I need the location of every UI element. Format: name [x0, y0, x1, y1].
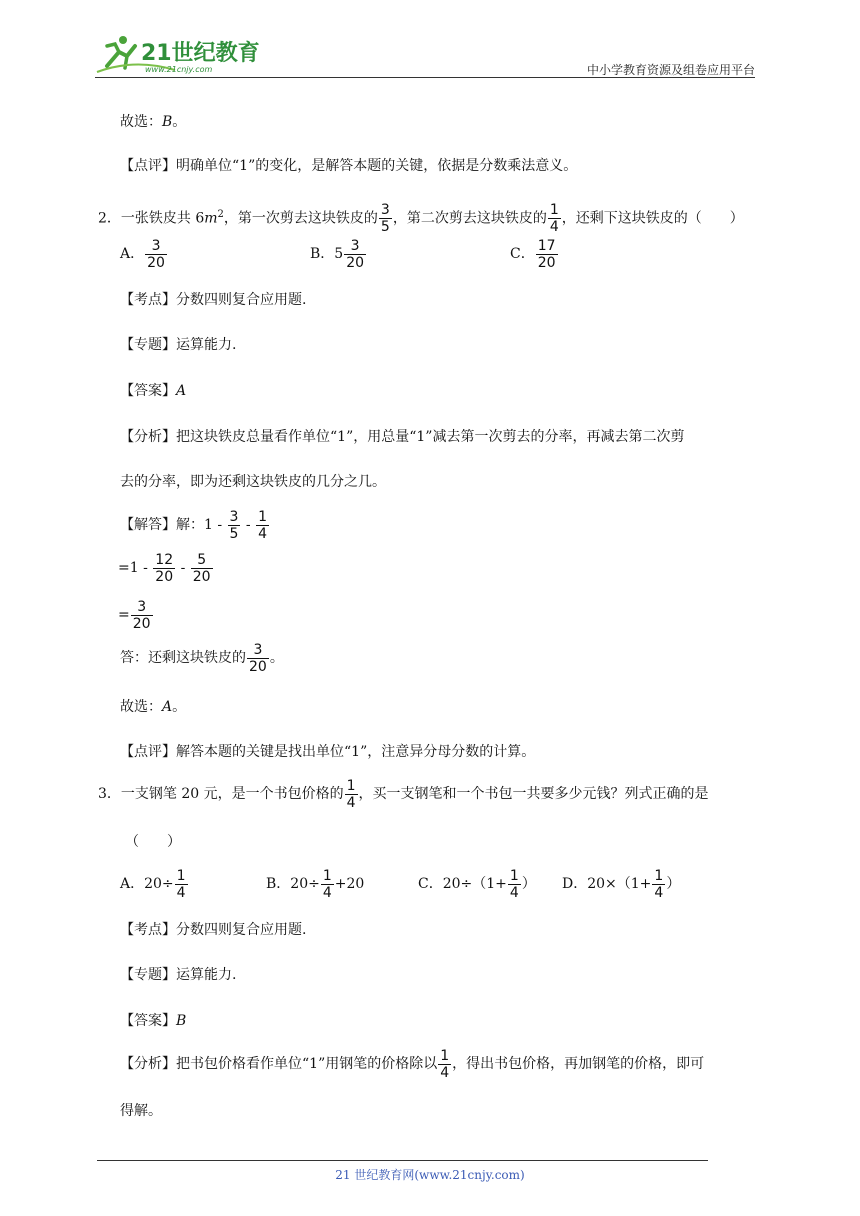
q3-answer: 【答案】B: [120, 1013, 187, 1029]
q2-analysis-line1: 【分析】把这块铁皮总量看作单位“1”，用总量“1”减去第一次剪去的分率，再减去第二次剪: [120, 429, 685, 445]
site-logo: [95, 32, 265, 76]
q2-conclusion: 答：还剩这块铁皮的 $\frac{3}{20}$ 。: [120, 641, 284, 675]
q2-analysis-line2: 去的分率，即为还剩这块铁皮的几分之几。: [120, 474, 386, 490]
q2-answer: 【答案】A: [120, 383, 187, 399]
q2-solution-step1: 【解答】解：1 - $\frac{3}{5}$ - $\frac{1}{4}$: [120, 508, 268, 542]
q2-zhuanti: 【专题】运算能力.: [120, 337, 237, 353]
header-divider: [95, 77, 755, 78]
q2-stem: 2．一张铁皮共 $6m^2$，第一次剪去这块铁皮的 $\frac{3}{5}$ ，第二次剪去这块铁皮的 $\frac{1}{4}$ ，还剩下这块铁皮的（ ）: [98, 202, 744, 236]
svg-text:www.21cnjy.com: www.21cnjy.com: [145, 65, 213, 74]
prev-comment: 【点评】明确单位“1”的变化，是解答本题的关键，依据是分数乘法意义。: [120, 158, 578, 174]
q3-option-c[interactable]: C．20÷（1+ $\frac{1}{4}$ ）: [418, 867, 536, 901]
platform-name: 中小学教育资源及组卷应用平台: [586, 63, 755, 77]
q3-kaodian: 【考点】分数四则复合应用题.: [120, 922, 307, 938]
q3-analysis-line1: 【分析】把书包价格看作单位“1”用钢笔的价格除以 $\frac{1}{4}$ ，得出书包价格，再加钢笔的价格，即可: [120, 1047, 705, 1081]
q2-fraction-3-5: $\frac{3}{5}$: [380, 202, 390, 236]
q3-stem: 3．一支钢笔 20 元，是一个书包价格的 $\frac{1}{4}$ ，买一支钢笔和一个书包一共要多少元钱？列式正确的是: [98, 777, 709, 811]
page-header: [95, 30, 755, 78]
q3-paren: （ ）: [125, 834, 181, 850]
q2-option-a[interactable]: A． $\frac{3}{20}$: [120, 237, 165, 271]
q3-option-b[interactable]: B．20÷ $\frac{1}{4}$ +20: [266, 867, 365, 901]
q3-analysis-line2: 得解。: [120, 1103, 162, 1119]
runner-logo-icon: [95, 32, 265, 76]
footer-link[interactable]: 21 世纪教育网(www.21cnjy.com): [335, 1168, 525, 1182]
svg-text:21世纪教育: 21世纪教育: [141, 41, 260, 66]
q2-comment: 【点评】解答本题的关键是找出单位“1”，注意异分母分数的计算。: [120, 744, 536, 760]
q2-option-c[interactable]: C． $\frac{17}{20}$: [510, 237, 556, 271]
q2-fraction-1-4: $\frac{1}{4}$: [549, 202, 559, 236]
q2-solution-step2: =1 - $\frac{12}{20}$ - $\frac{5}{20}$: [118, 551, 211, 585]
prev-choice: 故选：B。: [120, 114, 187, 130]
footer-divider: [97, 1160, 708, 1161]
q2-solution-step3: = $\frac{3}{20}$: [118, 598, 151, 632]
q3-zhuanti: 【专题】运算能力.: [120, 967, 237, 983]
q2-kaodian: 【考点】分数四则复合应用题.: [120, 292, 307, 308]
q3-option-a[interactable]: A．20÷ $\frac{1}{4}$: [120, 867, 186, 901]
q3-option-d[interactable]: D．20×（1+ $\frac{1}{4}$ ）: [562, 867, 681, 901]
q2-choice: 故选：A。: [120, 699, 187, 715]
q2-option-b[interactable]: B．5 $\frac{3}{20}$: [310, 237, 365, 271]
q3-fraction-1-4: $\frac{1}{4}$: [346, 777, 356, 811]
